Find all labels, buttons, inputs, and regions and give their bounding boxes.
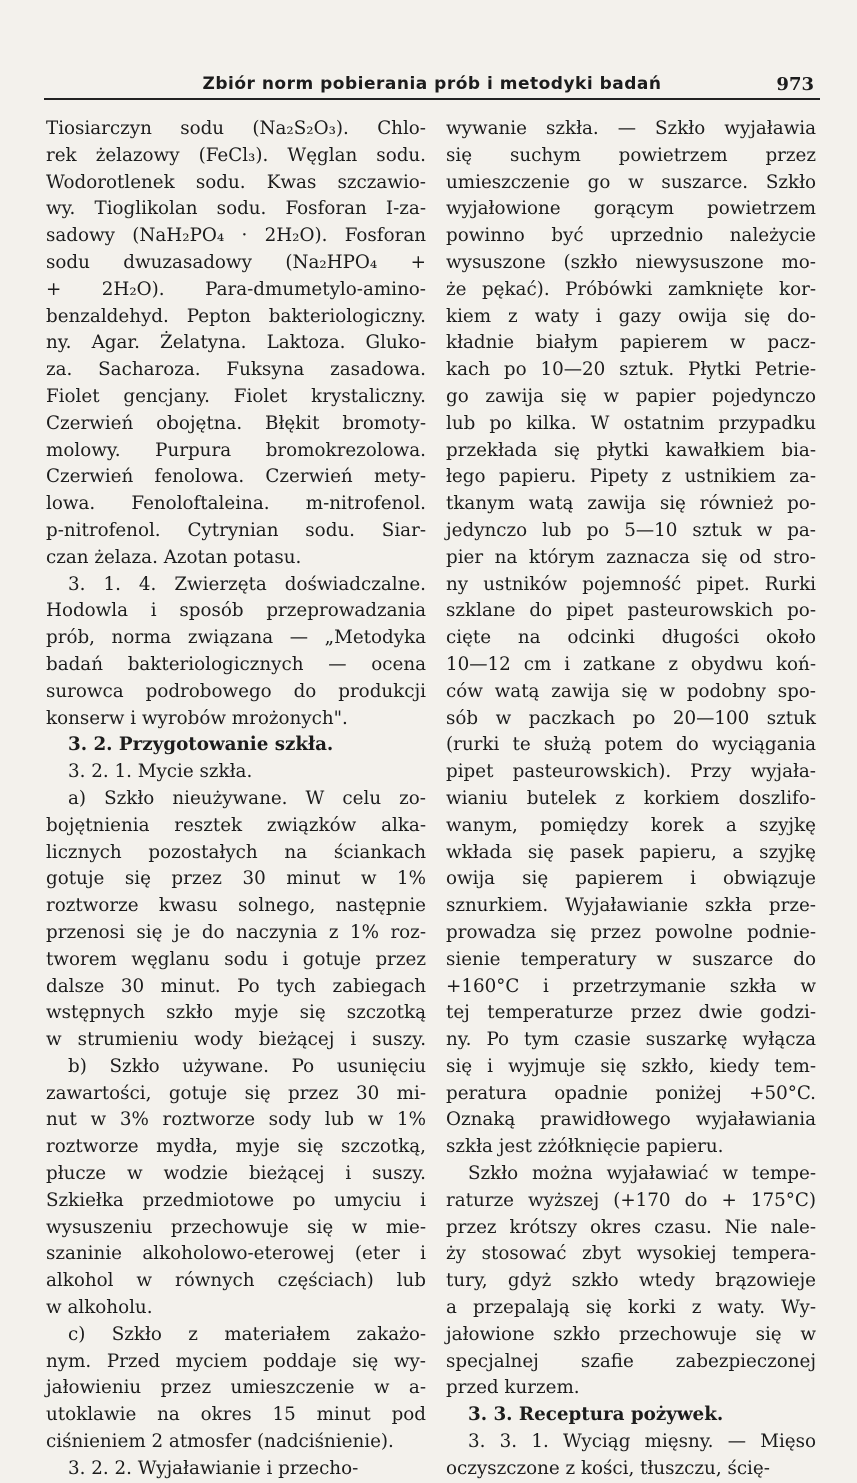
text-line: prób, norma związana — „Metodyka	[46, 627, 426, 649]
text-line: nut w 3% roztworze sody lub w 1%	[46, 1109, 426, 1131]
text-line: przenosi się je do naczynia z 1% roz-	[46, 921, 426, 943]
text-line: za. Sacharoza. Fuksyna zasadowa.	[46, 359, 426, 381]
text-line: wywanie szkła. — Szkło wyjaławia	[446, 118, 816, 139]
text-line: kładnie białym papierem w pacz-	[446, 332, 816, 354]
text-line: wanym, pomiędzy korek a szyjkę	[446, 814, 816, 836]
text-line: lub po kilka. W ostatnim przypadku	[446, 412, 816, 434]
text-line: licznych pozostałych na ściankach	[46, 841, 426, 863]
text-line: pier na którym zaznacza się od stro-	[446, 546, 816, 568]
text-line: jałowieniu przez umieszczenie w a-	[46, 1377, 426, 1399]
text-line: jedynczo lub po 5—10 sztuk w pa-	[446, 519, 816, 541]
text-line: szklane do pipet pasteurowskich po-	[446, 600, 816, 622]
text-line: powinno być uprzednio należycie	[446, 225, 816, 247]
text-line: umieszczenie go w suszarce. Szkło	[446, 171, 816, 193]
text-line: wstępnych szkło myje się szczotką	[46, 1002, 426, 1024]
text-line: nym. Przed myciem poddaje się wy-	[46, 1350, 426, 1372]
text-line: 3. 2. 1. Mycie szkła.	[68, 761, 253, 783]
text-line: 10—12 cm i zatkane z obydwu koń-	[446, 653, 816, 675]
text-line: lowa. Fenoloftaleina. m-nitrofenol.	[46, 493, 426, 515]
text-line: specjalnej szafie zabezpieczonej	[446, 1350, 816, 1372]
text-line: p-nitrofenol. Cytrynian sodu. Siar-	[46, 519, 426, 541]
text-line: ny ustników pojemność pipet. Rurki	[446, 573, 816, 595]
text-line: ny. Po tym czasie suszarkę wyłącza	[446, 1029, 816, 1051]
text-line: zawartości, gotuje się przez 30 mi-	[46, 1082, 426, 1104]
text-line: roztworze kwasu solnego, następnie	[46, 895, 426, 917]
text-line: badań bakteriologicznych — ocena	[46, 653, 426, 675]
text-line: owija się papierem i obwiązuje	[446, 868, 816, 890]
text-line: peratura opadnie poniżej +50°C.	[446, 1082, 816, 1104]
text-line: Oznaką prawidłowego wyjaławiania	[446, 1109, 816, 1131]
text-line: szkła jest zżółknięcie papieru.	[446, 1136, 724, 1158]
text-line: wy. Tioglikolan sodu. Fosforan I-za-	[46, 198, 426, 220]
text-line: alkohol w równych częściach) lub	[46, 1270, 426, 1292]
text-line: b) Szkło używane. Po usunięciu	[68, 1055, 426, 1077]
text-line: a) Szkło nieużywane. W celu zo-	[68, 787, 426, 809]
text-line: Czerwień fenolowa. Czerwień mety-	[46, 466, 426, 488]
text-line: raturze wyższej (+170 do + 175°C)	[446, 1189, 816, 1211]
page-number: 973	[776, 74, 814, 95]
text-line: konserw i wyrobów mrożonych".	[46, 707, 348, 729]
text-line: Czerwień obojętna. Błękit bromoty-	[46, 412, 426, 434]
text-line: wyjałowione gorącym powietrzem	[446, 198, 816, 220]
left-text-column	[46, 116, 426, 1483]
text-line: roztworze mydła, myje się szczotką,	[46, 1136, 426, 1158]
text-line: kach po 10—20 sztuk. Płytki Petrie-	[446, 359, 816, 381]
text-line: ciśnieniem 2 atmosfer (nadciśnienie).	[46, 1431, 394, 1453]
text-line: że pękać). Próbówki zamknięte kor-	[446, 278, 816, 300]
text-line: ży stosować zbyt wysokiej tempera-	[446, 1243, 816, 1265]
text-line: Wodorotlenek sodu. Kwas szczawio-	[46, 171, 426, 193]
text-line: prowadza się przez powolne podnie-	[446, 921, 816, 943]
text-line: jałowione szkło przechowuje się w	[446, 1323, 816, 1345]
text-line: tkanym watą zawija się również po-	[446, 493, 816, 515]
text-line: szaninie alkoholowo-eterowej (eter i	[46, 1243, 426, 1265]
text-line: wianiu butelek z korkiem doszlifo-	[446, 787, 816, 809]
text-line: wysuszone (szkło niewysuszone mo-	[446, 251, 816, 273]
section-heading: 3. 2. Przygotowanie szkła.	[68, 734, 334, 756]
text-line: go zawija się w papier pojedynczo	[446, 385, 816, 407]
right-text-column	[446, 116, 816, 1483]
text-line: surowca podrobowego do produkcji	[46, 680, 426, 702]
text-line: sób w paczkach po 20—100 sztuk	[446, 707, 816, 729]
text-line: czan żelaza. Azotan potasu.	[46, 546, 302, 568]
text-line: sodu dwuzasadowy (Na₂HPO₄ +	[46, 251, 426, 273]
text-line: ny. Agar. Żelatyna. Laktoza. Gluko-	[46, 332, 426, 354]
text-line: przez krótszy okres czasu. Nie nale-	[446, 1216, 816, 1238]
text-line: Tiosiarczyn sodu (Na₂S₂O₃). Chlo-	[46, 118, 426, 139]
text-line: przed kurzem.	[446, 1377, 580, 1399]
text-line: cięte na odcinki długości około	[446, 627, 816, 649]
text-line: ców watą zawija się w podobny spo-	[446, 680, 816, 702]
text-line: 3. 2. 2. Wyjaławianie i przecho-	[68, 1457, 359, 1479]
text-line: dalsze 30 minut. Po tych zabiegach	[46, 975, 426, 997]
text-line: tworem węglanu sodu i gotuje przez	[46, 948, 426, 970]
text-line: benzaldehyd. Pepton bakteriologiczny.	[46, 305, 426, 327]
text-line: oczyszczone z kości, tłuszczu, ścię-	[446, 1457, 770, 1479]
text-line: kiem z waty i gazy owija się do-	[446, 305, 816, 327]
text-line: a przepalają się korki z waty. Wy-	[446, 1297, 816, 1319]
text-line: płucze w wodzie bieżącej i suszy.	[46, 1163, 426, 1185]
text-line: wkłada się pasek papieru, a szyjkę	[446, 841, 816, 863]
header-title: Zbiór norm pobierania prób i metodyki badań	[202, 74, 662, 94]
text-line: Szkiełka przedmiotowe po umyciu i	[46, 1189, 426, 1211]
text-line: się i wyjmuje się szkło, kiedy tem-	[446, 1055, 816, 1077]
section-heading: 3. 3. Receptura pożywek.	[468, 1404, 724, 1426]
text-line: tej temperaturze przez dwie godzi-	[446, 1002, 816, 1024]
text-line: c) Szkło z materiałem zakażo-	[68, 1323, 426, 1345]
text-line: sienie temperatury w suszarce do	[446, 948, 816, 970]
text-line: +160°C i przetrzymanie szkła w	[446, 975, 816, 997]
text-line: Szkło można wyjaławiać w tempe-	[468, 1163, 816, 1185]
running-header	[44, 64, 820, 100]
text-line: Fiolet gencjany. Fiolet krystaliczny.	[46, 385, 426, 407]
text-line: (rurki te służą potem do wyciągania	[446, 734, 816, 756]
text-line: 3. 1. 4. Zwierzęta doświadczalne.	[68, 573, 426, 595]
text-line: sznurkiem. Wyjaławianie szkła prze-	[446, 895, 816, 917]
text-line: gotuje się przez 30 minut w 1%	[46, 868, 426, 890]
text-line: utoklawie na okres 15 minut pod	[46, 1404, 426, 1426]
text-line: się suchym powietrzem przez	[446, 144, 816, 166]
text-line: 3. 3. 1. Wyciąg mięsny. — Mięso	[468, 1431, 816, 1453]
text-line: bojętnienia resztek związków alka-	[46, 814, 426, 836]
text-line: rek żelazowy (FeCl₃). Węglan sodu.	[46, 144, 426, 166]
text-line: + 2H₂O). Para-dmumetylo-amino-	[46, 278, 426, 300]
text-line: pipet pasteurowskich). Przy wyjała-	[446, 761, 816, 783]
text-line: tury, gdyż szkło wtedy brązowieje	[446, 1270, 816, 1292]
text-line: łego papieru. Pipety z ustnikiem za-	[446, 466, 816, 488]
text-line: w strumieniu wody bieżącej i suszy.	[46, 1029, 426, 1051]
text-line: przekłada się płytki kawałkiem bia-	[446, 439, 816, 461]
text-line: wysuszeniu przechowuje się w mie-	[46, 1216, 426, 1238]
text-line: w alkoholu.	[46, 1297, 153, 1319]
text-line: molowy. Purpura bromokrezolowa.	[46, 439, 426, 461]
text-line: sadowy (NaH₂PO₄ · 2H₂O). Fosforan	[46, 225, 426, 247]
text-line: Hodowla i sposób przeprowadzania	[46, 600, 426, 622]
